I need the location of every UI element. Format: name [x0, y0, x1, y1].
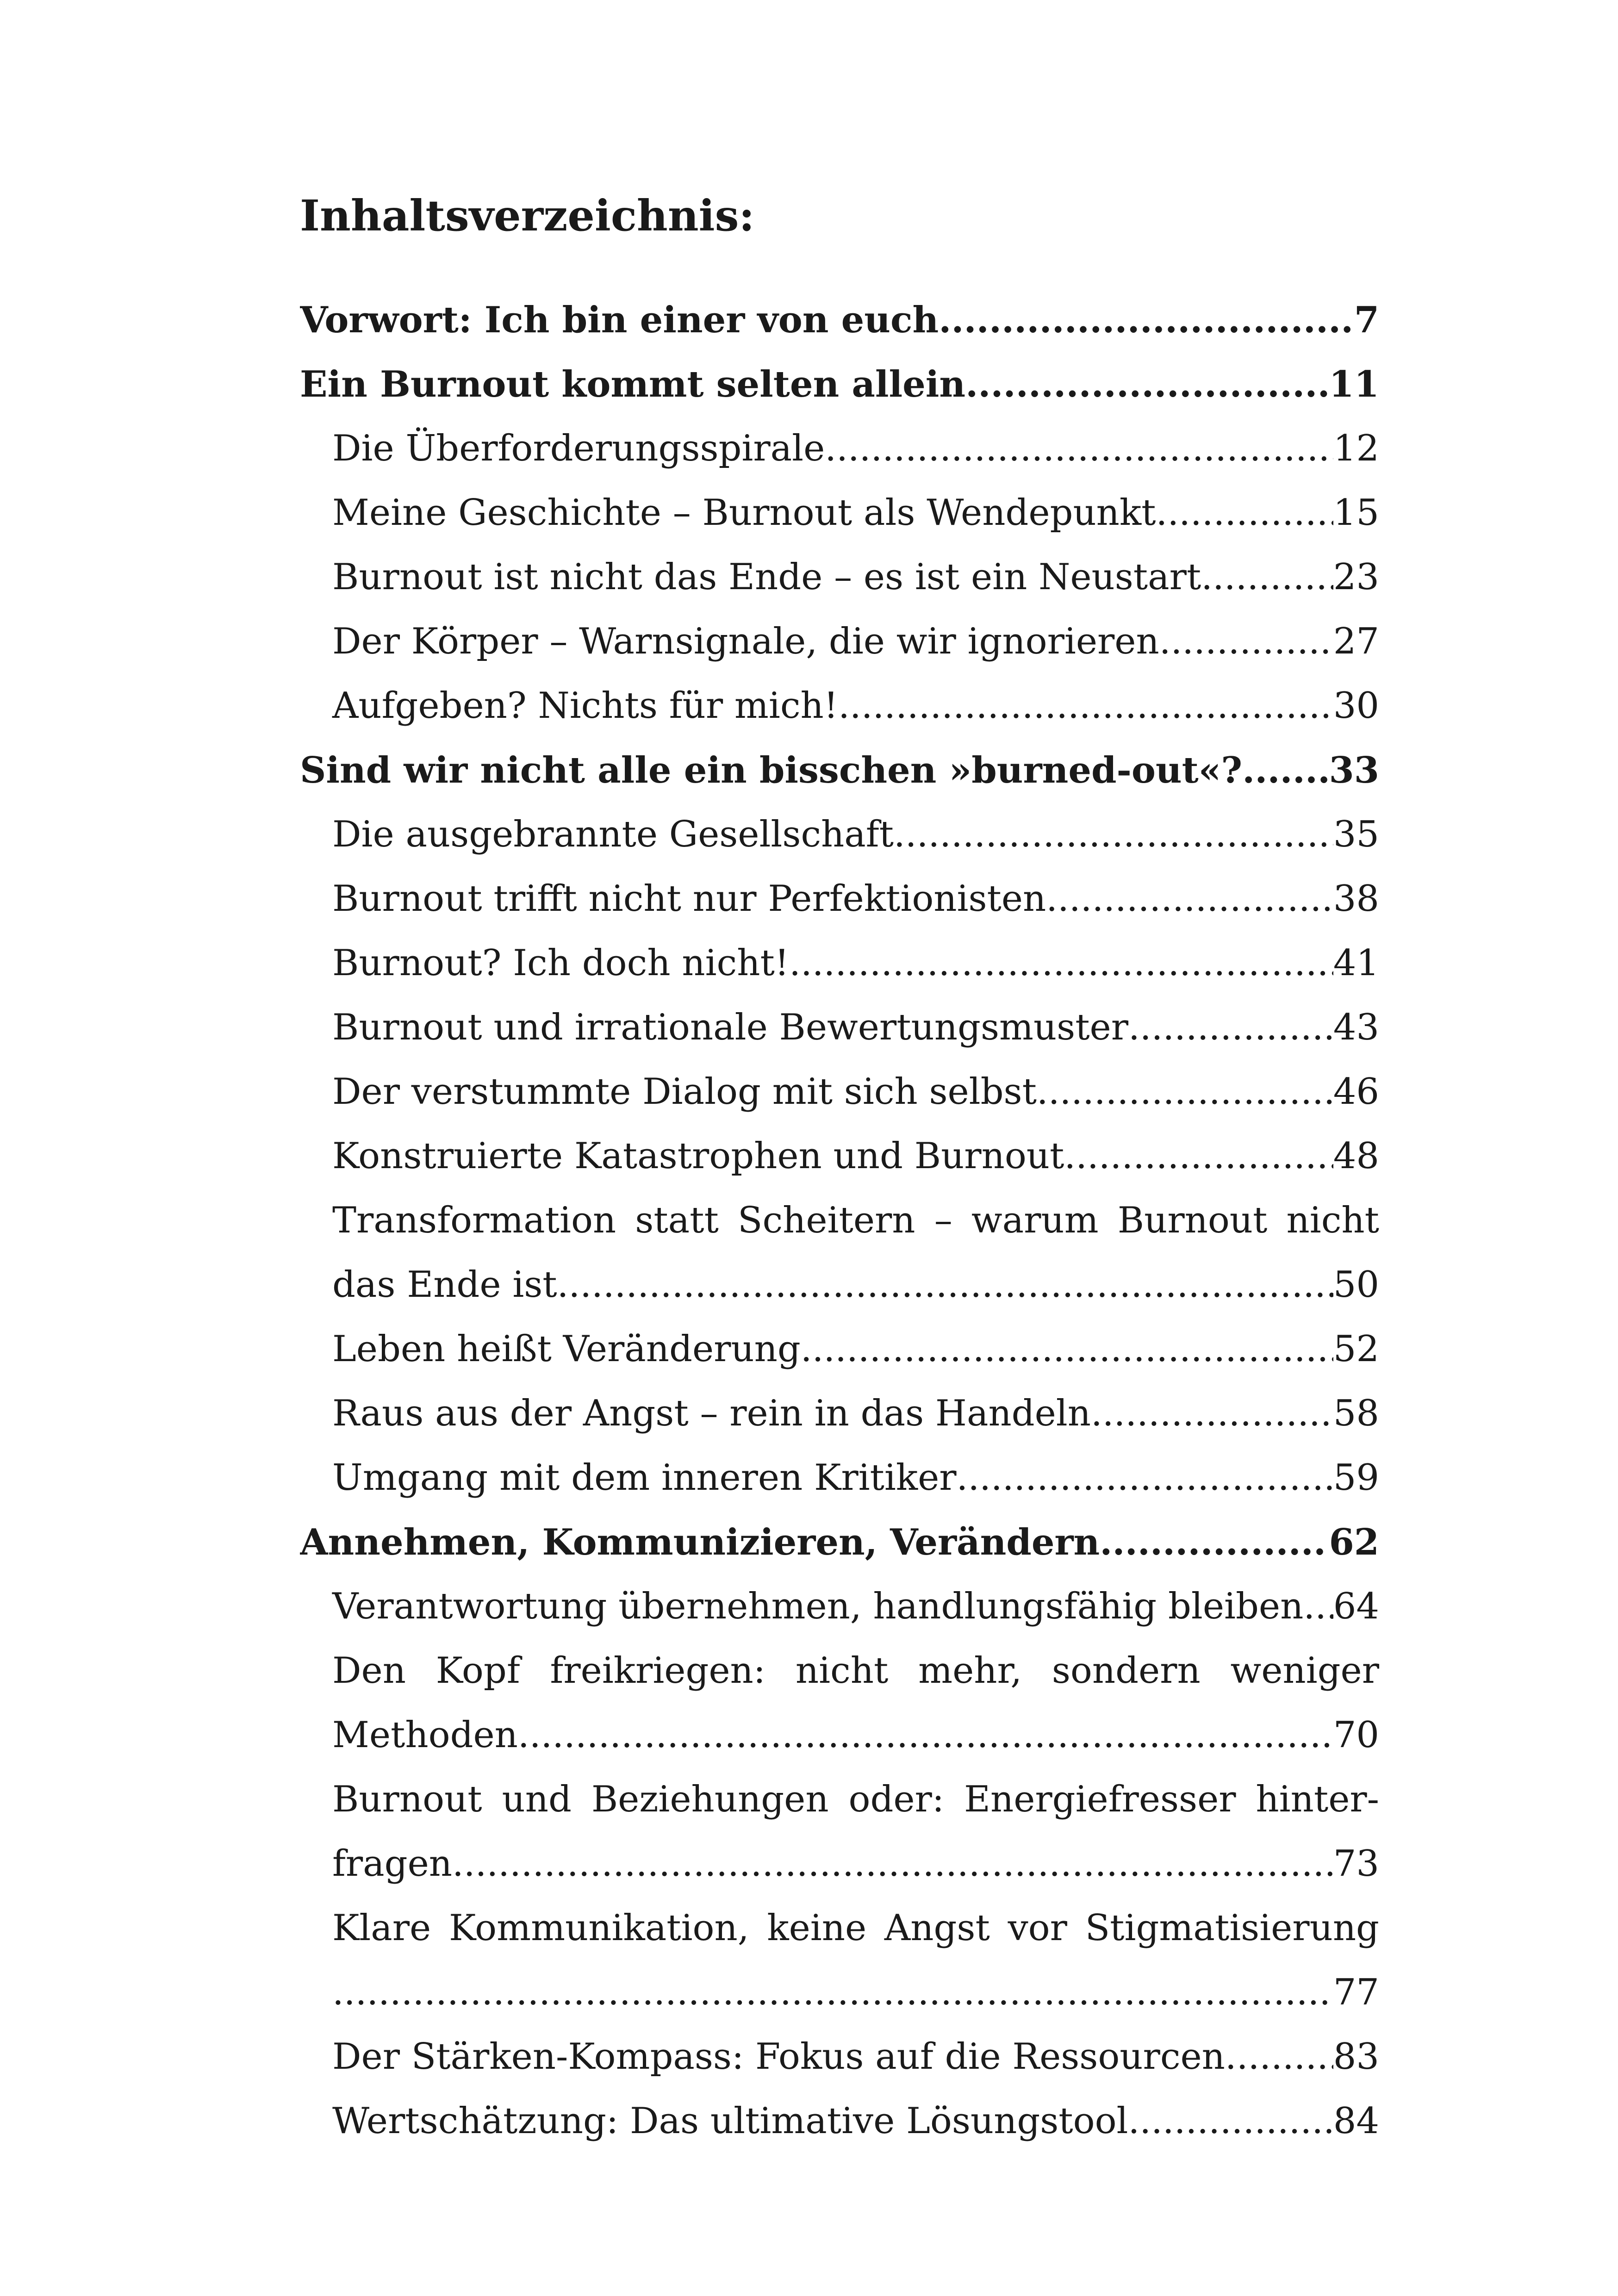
toc-page-number: 35	[1333, 814, 1379, 855]
toc-entry-label: Meine Geschichte – Burnout als Wendepunkt	[332, 492, 1156, 534]
toc-entry-label-line2: fragen	[332, 1843, 452, 1885]
toc-section-entry	[300, 610, 1379, 674]
dot-leader	[957, 1446, 1333, 1510]
toc-page-number: 46	[1333, 1071, 1379, 1113]
toc-chapter-entry	[300, 288, 1379, 352]
dot-leader	[332, 1960, 1333, 2025]
dot-leader	[801, 1317, 1333, 1381]
toc-page-number: 64	[1333, 1586, 1379, 1627]
toc-section-entry	[300, 1381, 1379, 1446]
toc-entry-label: Umgang mit dem inneren Kritiker	[332, 1457, 957, 1499]
toc-section-entry	[300, 674, 1379, 738]
toc-entry-label-line1: Burnout und Beziehungen oder: Energiefresser hinter-	[332, 1779, 1379, 1820]
dot-leader	[1128, 2089, 1333, 2153]
toc-section-entry	[300, 1317, 1379, 1381]
dot-leader	[789, 931, 1333, 996]
toc-section-entry	[300, 1639, 1379, 1767]
toc-page-number: 27	[1333, 621, 1379, 662]
toc-page-number: 33	[1329, 749, 1379, 791]
dot-leader	[1201, 545, 1333, 610]
dot-leader	[939, 288, 1354, 352]
toc-section-entry	[300, 2025, 1379, 2089]
toc-entry-label: Der Körper – Warnsignale, die wir ignorieren	[332, 621, 1159, 662]
toc-page-number: 77	[1333, 1972, 1379, 2013]
toc-page-number: 12	[1333, 428, 1379, 469]
toc-entry-label: Burnout? Ich doch nicht!	[332, 942, 790, 984]
toc-page-number: 84	[1333, 2100, 1379, 2142]
toc-entry-label: Vorwort: Ich bin einer von euch	[300, 299, 939, 341]
toc-chapter-entry	[300, 1510, 1379, 1574]
toc-title: Inhaltsverzeichnis:	[300, 191, 755, 241]
toc-section-entry	[300, 2089, 1379, 2153]
toc-entry-label: Die ausgebrannte Gesellschaft	[332, 814, 894, 855]
toc-page-number: 70	[1333, 1714, 1379, 1756]
toc-entry-label-line2: Methoden	[332, 1714, 518, 1756]
dot-leader	[1091, 1381, 1333, 1446]
toc-entry-label: Konstruierte Katastrophen und Burnout	[332, 1135, 1064, 1177]
toc-page-number: 73	[1333, 1843, 1379, 1885]
toc-section-entry	[300, 1574, 1379, 1639]
toc-entry-label: Der verstummte Dialog mit sich selbst	[332, 1071, 1037, 1113]
toc-page-number: 58	[1333, 1393, 1379, 1434]
toc-section-entry	[300, 481, 1379, 545]
dot-leader	[1242, 738, 1329, 803]
dot-leader	[1128, 996, 1333, 1060]
dot-leader	[1303, 1574, 1333, 1639]
toc-entry-label: Burnout trifft nicht nur Perfektionisten	[332, 878, 1046, 920]
dot-leader	[1037, 1060, 1333, 1124]
toc-section-entry	[300, 803, 1379, 867]
dot-leader	[838, 674, 1333, 738]
dot-leader	[1064, 1124, 1333, 1188]
toc-section-entry	[300, 1124, 1379, 1188]
toc-page-number: 62	[1329, 1521, 1379, 1563]
dot-leader	[825, 417, 1333, 481]
toc-entry-label-line1: Klare Kommunikation, keine Angst vor Stigmatisierung	[332, 1907, 1379, 1949]
dot-leader	[452, 1832, 1333, 1896]
toc-page-number: 48	[1333, 1135, 1379, 1177]
table-of-contents	[300, 288, 1379, 2153]
toc-page-number: 30	[1333, 685, 1379, 727]
toc-page-number: 83	[1333, 2036, 1379, 2078]
toc-entry-label: Ein Burnout kommt selten allein	[300, 363, 966, 405]
toc-page-number: 23	[1333, 556, 1379, 598]
toc-page-number: 50	[1333, 1264, 1379, 1306]
toc-page-number: 7	[1354, 299, 1379, 341]
dot-leader	[518, 1703, 1333, 1767]
toc-entry-label: Der Stärken-Kompass: Fokus auf die Ressourcen	[332, 2036, 1225, 2078]
toc-section-entry	[300, 996, 1379, 1060]
dot-leader	[1159, 610, 1333, 674]
toc-page-number: 43	[1333, 1007, 1379, 1048]
toc-entry-label: Die Überforderungsspirale	[332, 428, 825, 469]
toc-section-entry	[300, 1060, 1379, 1124]
toc-chapter-entry	[300, 352, 1379, 417]
toc-entry-label: Verantwortung übernehmen, handlungsfähig bleiben	[332, 1586, 1304, 1627]
dot-leader	[1100, 1510, 1329, 1574]
toc-entry-label: Leben heißt Veränderung	[332, 1328, 801, 1370]
toc-entry-label-line1: Transformation statt Scheitern – warum Burnout nicht	[332, 1200, 1379, 1241]
toc-section-entry	[300, 867, 1379, 931]
toc-entry-label: Burnout ist nicht das Ende – es ist ein Neustart	[332, 556, 1201, 598]
dot-leader	[965, 352, 1329, 417]
dot-leader	[894, 803, 1333, 867]
toc-section-entry	[300, 1446, 1379, 1510]
toc-page-number: 59	[1333, 1457, 1379, 1499]
toc-section-entry	[300, 1188, 1379, 1317]
toc-page-number: 41	[1333, 942, 1379, 984]
toc-section-entry	[300, 545, 1379, 610]
toc-entry-label: Wertschätzung: Das ultimative Lösungstool	[332, 2100, 1128, 2142]
toc-entry-label: Annehmen, Kommunizieren, Verändern	[300, 1521, 1100, 1563]
toc-section-entry	[300, 1767, 1379, 1896]
toc-chapter-entry	[300, 738, 1379, 803]
toc-section-entry	[300, 1896, 1379, 2025]
toc-entry-label: Sind wir nicht alle ein bisschen »burned-out«?	[300, 749, 1243, 791]
toc-entry-label: Aufgeben? Nichts für mich!	[332, 685, 839, 727]
dot-leader	[1225, 2025, 1333, 2089]
toc-entry-label-line1: Den Kopf freikriegen: nicht mehr, sondern weniger	[332, 1650, 1379, 1692]
dot-leader	[1156, 481, 1333, 545]
dot-leader	[1046, 867, 1333, 931]
toc-page-number: 38	[1333, 878, 1379, 920]
toc-page-number: 52	[1333, 1328, 1379, 1370]
toc-entry-label: Raus aus der Angst – rein in das Handeln	[332, 1393, 1091, 1434]
toc-entry-label: Burnout und irrationale Bewertungsmuster	[332, 1007, 1128, 1048]
toc-entry-label-line2: das Ende ist	[332, 1264, 557, 1306]
toc-page-number: 15	[1333, 492, 1379, 534]
toc-section-entry	[300, 417, 1379, 481]
dot-leader	[557, 1253, 1333, 1317]
toc-page-number: 11	[1329, 363, 1379, 405]
toc-section-entry	[300, 931, 1379, 996]
